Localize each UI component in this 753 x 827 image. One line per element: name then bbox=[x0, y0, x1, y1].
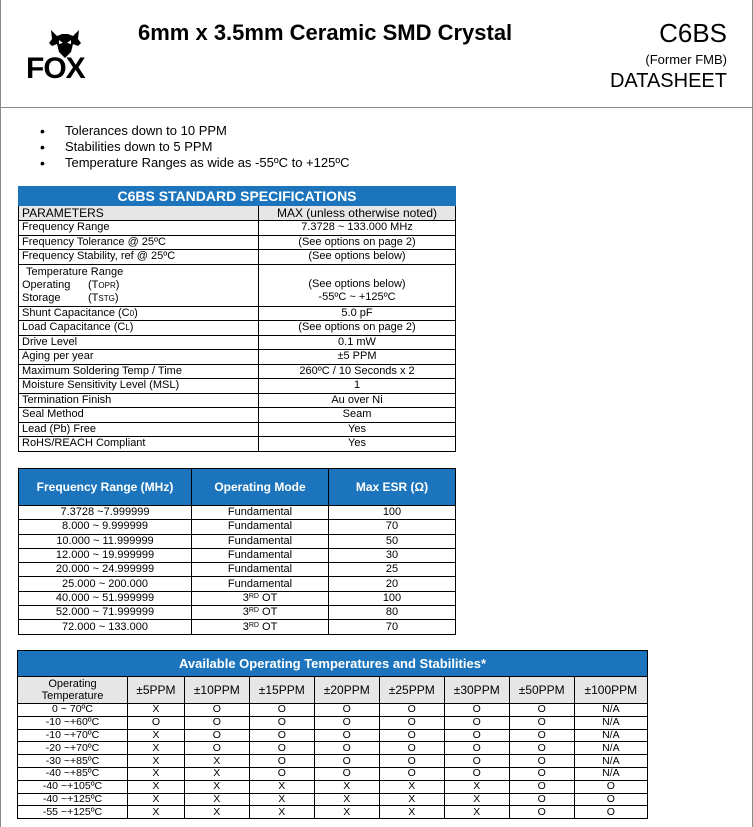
temp-col-stability: ±30PPM bbox=[444, 677, 509, 704]
esr-value: 70 bbox=[329, 520, 456, 534]
spec-value: Seam bbox=[259, 408, 456, 423]
esr-row bbox=[19, 534, 456, 548]
temp-col-stability: ±25PPM bbox=[379, 677, 444, 704]
availability-cell: N/A bbox=[574, 716, 647, 729]
spec-value: (See options below) bbox=[259, 250, 456, 265]
availability-cell: O bbox=[509, 755, 574, 768]
spec-temp-range bbox=[19, 264, 259, 306]
spec-param: Maximum Soldering Temp / Time bbox=[19, 364, 259, 379]
availability-cell: O bbox=[249, 742, 314, 755]
availability-cell: O bbox=[444, 729, 509, 742]
temp-range-cell: -40 ~+85ºC bbox=[18, 767, 128, 780]
availability-cell: X bbox=[314, 793, 379, 806]
spec-param: RoHS/REACH Compliant bbox=[19, 437, 259, 452]
temp-col-stability: ±5PPM bbox=[128, 677, 185, 704]
spec-value: ±5 PPM bbox=[259, 350, 456, 365]
esr-row bbox=[19, 563, 456, 577]
temp-row bbox=[18, 780, 648, 793]
temp-col-stability: ±20PPM bbox=[314, 677, 379, 704]
availability-cell: O bbox=[184, 729, 249, 742]
availability-cell: X bbox=[184, 793, 249, 806]
availability-cell: X bbox=[249, 806, 314, 819]
esr-value: 30 bbox=[329, 548, 456, 562]
esr-row bbox=[19, 548, 456, 562]
feature-item: • Temperature Ranges as wide as -55ºC to +125ºC bbox=[40, 155, 349, 171]
fox-logo-text: FOX bbox=[26, 52, 85, 85]
availability-cell: O bbox=[509, 704, 574, 717]
esr-row bbox=[19, 606, 456, 620]
availability-cell: X bbox=[444, 793, 509, 806]
temp-col-stability: ±10PPM bbox=[184, 677, 249, 704]
availability-cell: O bbox=[444, 755, 509, 768]
esr-value: 25 bbox=[329, 563, 456, 577]
temp-row bbox=[18, 755, 648, 768]
esr-value: 100 bbox=[329, 506, 456, 520]
temp-stability-table bbox=[17, 650, 648, 819]
spec-param: Frequency Range bbox=[19, 221, 259, 236]
spec-param: Lead (Pb) Free bbox=[19, 422, 259, 437]
temp-range-cell: -55 ~+125ºC bbox=[18, 806, 128, 819]
esr-range: 20.000 ~ 24.999999 bbox=[19, 563, 192, 577]
availability-cell: O bbox=[379, 704, 444, 717]
spec-param: Moisture Sensitivity Level (MSL) bbox=[19, 379, 259, 394]
availability-cell: X bbox=[379, 793, 444, 806]
temp-range-cell: -10 ~+60ºC bbox=[18, 716, 128, 729]
temp-range-cell: -40 ~+125ºC bbox=[18, 793, 128, 806]
availability-cell: O bbox=[314, 704, 379, 717]
esr-col-range: Frequency Range (MHz) bbox=[19, 469, 192, 506]
temp-col-stability: ±50PPM bbox=[509, 677, 574, 704]
doc-type: DATASHEET bbox=[609, 70, 727, 92]
availability-cell: O bbox=[379, 729, 444, 742]
feature-list bbox=[40, 123, 349, 171]
availability-cell: N/A bbox=[574, 742, 647, 755]
esr-range: 72.000 ~ 133.000 bbox=[19, 620, 192, 634]
feature-item: • Tolerances down to 10 PPM bbox=[40, 123, 349, 139]
page-header bbox=[0, 0, 753, 108]
esr-row bbox=[19, 577, 456, 591]
spec-value: Au over Ni bbox=[259, 393, 456, 408]
temp-row bbox=[18, 742, 648, 755]
availability-cell: O bbox=[249, 704, 314, 717]
esr-value: 70 bbox=[329, 620, 456, 634]
esr-table bbox=[18, 468, 456, 635]
esr-range: 40.000 ~ 51.999999 bbox=[19, 591, 192, 605]
availability-cell: X bbox=[314, 806, 379, 819]
spec-value: Yes bbox=[259, 422, 456, 437]
spec-value: (See options on page 2) bbox=[259, 321, 456, 336]
temp-row bbox=[18, 767, 648, 780]
esr-value: 20 bbox=[329, 577, 456, 591]
temp-range-cell: -40 ~+105ºC bbox=[18, 780, 128, 793]
temp-range-label: Temperature Range bbox=[26, 265, 124, 278]
availability-cell: O bbox=[444, 742, 509, 755]
availability-cell: O bbox=[249, 755, 314, 768]
spec-temp-values bbox=[259, 264, 456, 306]
spec-value: 7.3728 ~ 133.000 MHz bbox=[259, 221, 456, 236]
temp-table-title: Available Operating Temperatures and Stabilities* bbox=[18, 651, 648, 677]
esr-range: 52.000 ~ 71.999999 bbox=[19, 606, 192, 620]
esr-mode: 3RD OT bbox=[192, 620, 329, 634]
availability-cell: X bbox=[128, 729, 185, 742]
availability-cell: X bbox=[444, 806, 509, 819]
part-number: C6BS bbox=[659, 18, 727, 48]
spec-param: Aging per year bbox=[19, 350, 259, 365]
availability-cell: O bbox=[444, 704, 509, 717]
esr-mode: Fundamental bbox=[192, 548, 329, 562]
availability-cell: X bbox=[128, 793, 185, 806]
availability-cell: X bbox=[184, 806, 249, 819]
availability-cell: O bbox=[249, 729, 314, 742]
availability-cell: O bbox=[444, 716, 509, 729]
availability-cell: O bbox=[444, 767, 509, 780]
esr-range: 8.000 ~ 9.999999 bbox=[19, 520, 192, 534]
spec-value: 1 bbox=[259, 379, 456, 394]
spec-param: Frequency Tolerance @ 25ºC bbox=[19, 235, 259, 250]
esr-value: 100 bbox=[329, 591, 456, 605]
availability-cell: O bbox=[574, 793, 647, 806]
availability-cell: X bbox=[184, 767, 249, 780]
spec-param: Drive Level bbox=[19, 335, 259, 350]
temp-range-cell: -30 ~+85ºC bbox=[18, 755, 128, 768]
availability-cell: O bbox=[509, 767, 574, 780]
availability-cell: O bbox=[509, 806, 574, 819]
esr-row bbox=[19, 506, 456, 520]
temp-row bbox=[18, 729, 648, 742]
temp-col-stability: ±15PPM bbox=[249, 677, 314, 704]
esr-mode: Fundamental bbox=[192, 563, 329, 577]
esr-value: 80 bbox=[329, 606, 456, 620]
temp-row bbox=[18, 704, 648, 717]
esr-col-mode: Operating Mode bbox=[192, 469, 329, 506]
spec-value: 5.0 pF bbox=[259, 306, 456, 321]
temp-range-cell: 0 ~ 70ºC bbox=[18, 704, 128, 717]
feature-item: • Stabilities down to 5 PPM bbox=[40, 139, 349, 155]
availability-cell: X bbox=[128, 806, 185, 819]
esr-mode: Fundamental bbox=[192, 577, 329, 591]
spec-value: 0.1 mW bbox=[259, 335, 456, 350]
availability-cell: O bbox=[128, 716, 185, 729]
availability-cell: O bbox=[249, 767, 314, 780]
temp-operating: Operating (TOPR) bbox=[22, 278, 120, 291]
temp-storage: Storage (TSTG) bbox=[22, 291, 119, 304]
availability-cell: O bbox=[314, 767, 379, 780]
esr-row bbox=[19, 520, 456, 534]
availability-cell: X bbox=[249, 793, 314, 806]
spec-value: 260ºC / 10 Seconds x 2 bbox=[259, 364, 456, 379]
esr-col-esr: Max ESR (Ω) bbox=[329, 469, 456, 506]
spec-value: Yes bbox=[259, 437, 456, 452]
specs-col-param: PARAMETERS bbox=[19, 206, 259, 221]
availability-cell: X bbox=[184, 780, 249, 793]
availability-cell: X bbox=[128, 742, 185, 755]
esr-range: 25.000 ~ 200.000 bbox=[19, 577, 192, 591]
availability-cell: N/A bbox=[574, 755, 647, 768]
availability-cell: O bbox=[509, 793, 574, 806]
availability-cell: O bbox=[184, 742, 249, 755]
temp-col-operating: Operating Temperature bbox=[18, 677, 128, 704]
esr-range: 10.000 ~ 11.999999 bbox=[19, 534, 192, 548]
spec-param: Frequency Stability, ref @ 25ºC bbox=[19, 250, 259, 265]
availability-cell: X bbox=[444, 780, 509, 793]
availability-cell: X bbox=[128, 704, 185, 717]
esr-mode: 3RD OT bbox=[192, 606, 329, 620]
availability-cell: X bbox=[379, 806, 444, 819]
spec-value: (See options on page 2) bbox=[259, 235, 456, 250]
availability-cell: X bbox=[128, 767, 185, 780]
availability-cell: X bbox=[249, 780, 314, 793]
specs-col-value: MAX (unless otherwise noted) bbox=[259, 206, 456, 221]
availability-cell: X bbox=[184, 755, 249, 768]
esr-mode: Fundamental bbox=[192, 520, 329, 534]
availability-cell: O bbox=[509, 729, 574, 742]
availability-cell: N/A bbox=[574, 767, 647, 780]
availability-cell: O bbox=[509, 716, 574, 729]
availability-cell: X bbox=[128, 780, 185, 793]
esr-range: 7.3728 ~7.999999 bbox=[19, 506, 192, 520]
availability-cell: O bbox=[184, 704, 249, 717]
esr-row bbox=[19, 591, 456, 605]
temp-row bbox=[18, 793, 648, 806]
availability-cell: O bbox=[379, 767, 444, 780]
temp-storage-value: -55ºC ~ +125ºC bbox=[318, 291, 396, 303]
availability-cell: O bbox=[184, 716, 249, 729]
availability-cell: O bbox=[379, 755, 444, 768]
temp-row bbox=[18, 716, 648, 729]
former-part: (Former FMB) bbox=[645, 52, 727, 67]
availability-cell: O bbox=[379, 742, 444, 755]
availability-cell: N/A bbox=[574, 704, 647, 717]
fox-logo bbox=[26, 30, 104, 85]
availability-cell: O bbox=[314, 755, 379, 768]
availability-cell: O bbox=[574, 780, 647, 793]
esr-row bbox=[19, 620, 456, 634]
availability-cell: O bbox=[314, 729, 379, 742]
availability-cell: O bbox=[574, 806, 647, 819]
availability-cell: X bbox=[128, 755, 185, 768]
esr-mode: Fundamental bbox=[192, 534, 329, 548]
spec-param: Load Capacitance (CL) bbox=[19, 321, 259, 336]
availability-cell: O bbox=[509, 742, 574, 755]
spec-param: Shunt Capacitance (C0) bbox=[19, 306, 259, 321]
availability-cell: O bbox=[379, 716, 444, 729]
temp-range-cell: -20 ~+70ºC bbox=[18, 742, 128, 755]
availability-cell: O bbox=[249, 716, 314, 729]
availability-cell: O bbox=[509, 780, 574, 793]
availability-cell: N/A bbox=[574, 729, 647, 742]
esr-mode: 3RD OT bbox=[192, 591, 329, 605]
temp-operating-value: (See options below) bbox=[308, 278, 406, 290]
specs-title: C6BS STANDARD SPECIFICATIONS bbox=[19, 187, 456, 206]
temp-table-body bbox=[18, 704, 648, 819]
temp-col-stability: ±100PPM bbox=[574, 677, 647, 704]
esr-mode: Fundamental bbox=[192, 506, 329, 520]
esr-range: 12.000 ~ 19.999999 bbox=[19, 548, 192, 562]
page-title: 6mm x 3.5mm Ceramic SMD Crystal bbox=[138, 20, 513, 45]
availability-cell: O bbox=[314, 716, 379, 729]
esr-value: 50 bbox=[329, 534, 456, 548]
temp-row bbox=[18, 806, 648, 819]
esr-table-body bbox=[19, 506, 456, 635]
availability-cell: X bbox=[314, 780, 379, 793]
specs-table bbox=[18, 186, 456, 452]
availability-cell: X bbox=[379, 780, 444, 793]
spec-param: Seal Method bbox=[19, 408, 259, 423]
availability-cell: O bbox=[314, 742, 379, 755]
temp-range-cell: -10 ~+70ºC bbox=[18, 729, 128, 742]
spec-param: Termination Finish bbox=[19, 393, 259, 408]
